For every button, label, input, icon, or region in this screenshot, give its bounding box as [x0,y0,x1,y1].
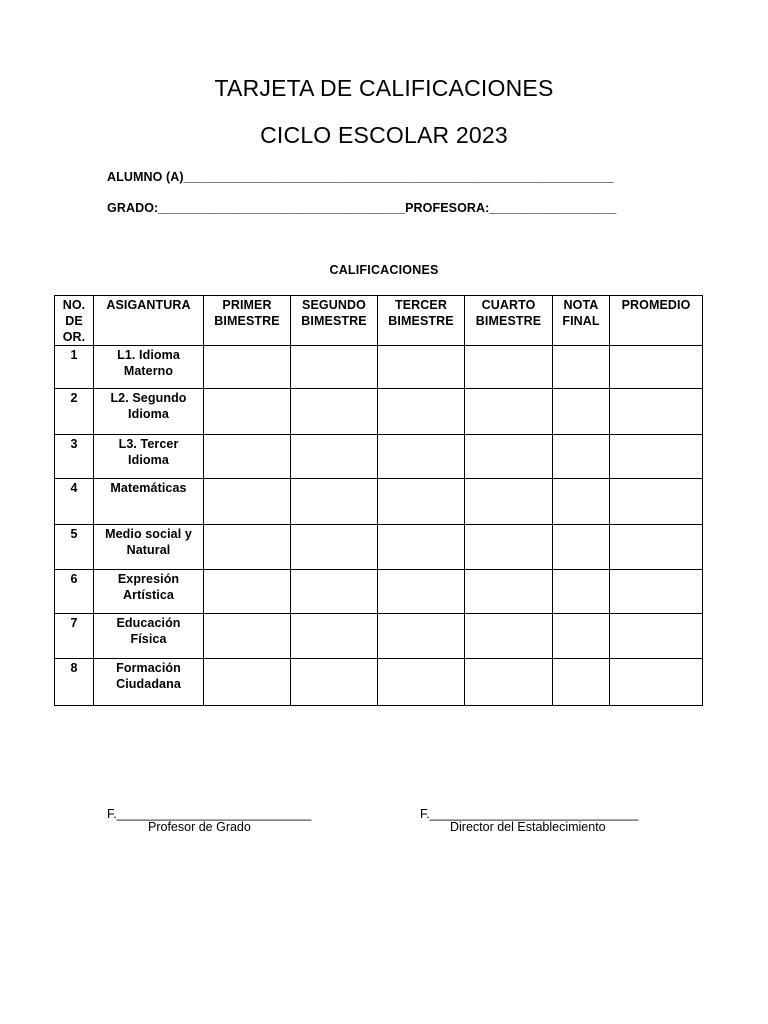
grade-cell [291,570,378,614]
grade-cell [553,479,610,525]
subject-cell [94,435,204,479]
grade-cell [378,525,465,570]
header-no-line: DE [65,314,83,328]
subject-line: Idioma [128,407,169,421]
header-asignatura: ASIGANTURA [94,296,204,346]
table-row [55,389,703,435]
header-line: NOTA [563,298,599,312]
subject-cell [94,479,204,525]
grade-cell [465,614,553,659]
page-title: TARJETA DE CALIFICACIONES [214,75,554,101]
subject-cell [94,525,204,570]
grade-cell [378,659,465,706]
grade-cell [378,614,465,659]
table-row [55,570,703,614]
grade-cell [610,435,703,479]
grade-cell [465,479,553,525]
header-tercer-bimestre [378,296,465,346]
page-subtitle: CICLO ESCOLAR 2023 [260,122,508,148]
subject-line: Expresión [117,572,180,586]
grade-cell [553,659,610,706]
grade-cell [204,570,291,614]
table-row [55,435,703,479]
table-row [55,346,703,389]
header-line: BIMESTRE [301,314,367,328]
grade-cell [204,659,291,706]
grade-cell [291,479,378,525]
grade-cell [553,525,610,570]
header-promedio: PROMEDIO [610,296,703,346]
row-number: 3 [55,435,94,479]
grade-cell [610,570,703,614]
teacher-signature-block [107,807,311,834]
subject-line: Educación [116,616,181,630]
grade-cell [610,614,703,659]
subject-cell [94,346,204,389]
header-line: CUARTO [481,298,536,312]
grade-cell [610,659,703,706]
header-line: BIMESTRE [388,314,454,328]
grade-cell [553,389,610,435]
row-number: 6 [55,570,94,614]
header-nota-final [553,296,610,346]
row-number: 2 [55,389,94,435]
table-row [55,659,703,706]
subject-cell [94,389,204,435]
grade-cell [465,570,553,614]
grade-cell [553,614,610,659]
header-line: TERCER [395,298,447,312]
header-segundo-bimestre [291,296,378,346]
grade-teacher-field: GRADO:___________________________________PROFESORA:__________________ [107,201,617,215]
subject-line: Física [130,632,167,646]
header-no-line: OR. [62,330,86,344]
grade-cell [378,435,465,479]
table-row [55,525,703,570]
grade-cell [204,479,291,525]
grade-cell [610,525,703,570]
signature-line: F.______________________________ [420,807,639,821]
grade-cell [465,659,553,706]
grade-cell [610,479,703,525]
grade-cell [465,389,553,435]
grade-cell [204,346,291,389]
grade-cell [553,435,610,479]
subject-line: Medio social y [105,527,192,541]
table-row [55,479,703,525]
header-primer-bimestre [204,296,291,346]
subject-line: Matemáticas [110,481,187,495]
grade-cell [465,346,553,389]
header-line: BIMESTRE [475,314,542,328]
grade-cell [378,479,465,525]
subject-line: Ciudadana [116,677,181,691]
grade-cell [204,525,291,570]
subject-line: Formación [116,661,181,675]
grade-cell [291,659,378,706]
header-no [55,296,94,346]
signature-caption: Profesor de Grado [148,820,251,834]
grade-cell [378,346,465,389]
signature-caption: Director del Establecimiento [450,820,606,834]
section-heading: CALIFICACIONES [329,263,439,277]
grade-cell [465,435,553,479]
grade-cell [610,346,703,389]
table-header-row [55,296,703,346]
director-signature-block [420,807,638,834]
subject-line: L2. Segundo [110,391,187,405]
grade-cell [291,525,378,570]
subject-cell [94,614,204,659]
row-number: 7 [55,614,94,659]
grade-cell [291,346,378,389]
header-line: PRIMER [222,298,272,312]
subject-line: L3. Tercer [118,437,179,451]
grade-cell [291,389,378,435]
grade-cell [204,614,291,659]
subject-cell [94,659,204,706]
subject-line: Artística [123,588,174,602]
subject-cell [94,570,204,614]
subject-line: L1. Idioma [117,348,180,362]
grade-cell [553,570,610,614]
header-line: FINAL [562,314,600,328]
signature-line: F.____________________________ [107,807,312,821]
student-name-field: ALUMNO (A)_____________________________________________________________ [107,170,614,184]
grade-cell [291,614,378,659]
subject-line: Materno [123,364,174,378]
grade-cell [465,525,553,570]
grades-table [54,295,703,706]
row-number: 8 [55,659,94,706]
table-row [55,614,703,659]
grade-cell [204,435,291,479]
header-line: BIMESTRE [214,314,280,328]
grade-cell [291,435,378,479]
grade-cell [610,389,703,435]
row-number: 1 [55,346,94,389]
header-cuarto-bimestre [465,296,553,346]
grade-cell [553,346,610,389]
grade-cell [378,570,465,614]
subject-line: Natural [126,543,171,557]
grade-cell [378,389,465,435]
header-no-line: NO. [62,298,86,312]
row-number: 4 [55,479,94,525]
subject-line: Idioma [128,453,169,467]
row-number: 5 [55,525,94,570]
grade-cell [204,389,291,435]
header-line: SEGUNDO [302,298,366,312]
